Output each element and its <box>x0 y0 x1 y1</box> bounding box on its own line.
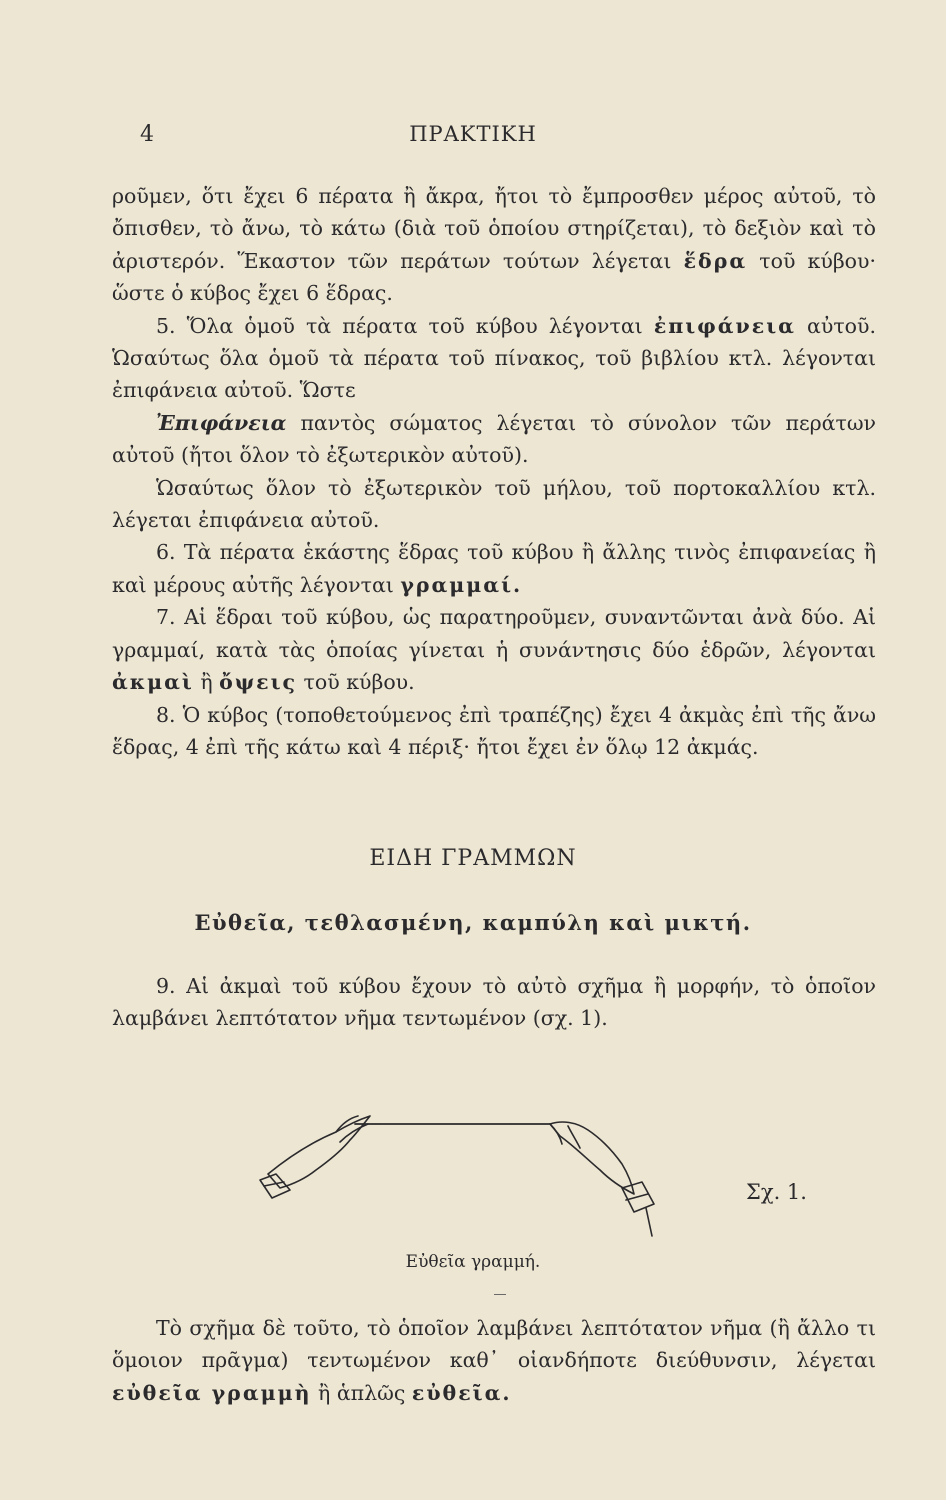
body-text-bottom <box>112 1312 876 1409</box>
paragraph-9: 9. Αἱ ἀκμαὶ τοῦ κύβου ἔχουν τὸ αὐτὸ σχῆμα ἢ μορφήν, τὸ ὁποῖον λαμβάνει λεπτότατον νῆμα τεντωμένον (σχ. 1). <box>112 974 876 1031</box>
page-header <box>0 118 946 154</box>
paragraph-6: 6. Τὰ πέρατα ἑκάστης ἕδρας τοῦ κύβου ἢ ἄλλης τινὸς ἐπιφανείας ἢ καὶ μέρους αὐτῆς λέγονται γραμμαί. <box>112 540 876 597</box>
figure-label: Σχ. 1. <box>746 1180 807 1204</box>
term-edra: ἕδρα <box>683 248 748 273</box>
figure-hands-holding-thread <box>250 1090 670 1250</box>
paragraph-8: 8. Ὁ κύβος (τοποθετούμενος ἐπὶ τραπέζης) ἔχει 4 ἀκμὰς ἐπὶ τῆς ἄνω ἕδρας, 4 ἐπὶ τῆς κάτω καὶ 4 πέριξ· ἤτοι ἔχει ἐν ὅλῳ 12 ἀκμάς. <box>112 702 876 759</box>
term-opseis: ὄψεις <box>219 670 298 695</box>
term-eutheia-grammi: εὐθεῖα γραμμὴ <box>112 1380 312 1405</box>
paragraph-example: Ὡσαύτως ὅλον τὸ ἐξωτερικὸν τοῦ μήλου, τοῦ πορτοκαλλίου κτλ. λέγεται ἐπιφάνεια αὐτοῦ. <box>112 475 876 533</box>
body-text-middle <box>112 970 876 1035</box>
page-number: 4 <box>140 122 154 147</box>
paragraph-definition-line: Τὸ σχῆμα δὲ τοῦτο, τὸ ὁποῖον λαμβάνει λεπτότατον νῆμα (ἢ ἄλλο τι ὅμοιον πρᾶγμα) τεντωμένον καθ᾽ οἱανδήποτε διεύθυνσιν, λέγεται εὐθεῖα γραμμὴ ἢ ἁπλῶς εὐθεῖα. <box>112 1316 876 1405</box>
section-subheading: Εὐθεῖα, τεθλασμένη, καμπύλη καὶ μικτή. <box>194 910 752 935</box>
term-epifaneia: ἐπιφάνεια <box>653 313 796 338</box>
left-hand <box>268 1116 370 1188</box>
figure-caption: Εὐθεῖα γραμμή. <box>405 1252 541 1272</box>
definition-epifaneia: Ἐπιφάνεια παντὸς σώματος λέγεται τὸ σύνολον τῶν περάτων αὐτοῦ (ἤτοι ὅλον τὸ ἐξωτερικὸν αὐτοῦ). <box>112 410 876 468</box>
term-akmai: ἀκμαὶ <box>112 670 194 695</box>
paragraph-continued: ροῦμεν, ὅτι ἔχει 6 πέρατα ἢ ἄκρα, ἤτοι τὸ ἔμπροσθεν μέρος αὐτοῦ, τὸ ὄπισθεν, τὸ ἄνω, τὸ κάτω (διὰ τοῦ ὁποίου στηρίζεται), τὸ δεξιὸν καὶ τὸ ἀριστερόν. Ἕκαστον τῶν περάτων τούτων λέγεται ἕδρα τοῦ κύβου· ὥστε ὁ κύβος ἔχει 6 ἕδρας. <box>112 184 876 306</box>
running-title: ΠΡΑΚΤΙΚΗ <box>409 122 537 146</box>
paragraph-5: 5. Ὅλα ὁμοῦ τὰ πέρατα τοῦ κύβου λέγονται ἐπιφάνεια αὐτοῦ. Ὡσαύτως ὅλα ὁμοῦ τὰ πέρατα τοῦ πίνακος, τοῦ βιβλίου κτλ. λέγονται ἐπιφάνεια αὐτοῦ. Ὥστε <box>112 313 876 403</box>
term-grammai: γραμμαί. <box>400 572 523 597</box>
paragraph-7: 7. Αἱ ἕδραι τοῦ κύβου, ὡς παρατηροῦμεν, συναντῶνται ἀνὰ δύο. Αἱ γραμμαί, κατὰ τὰς ὁποίας γίνεται ἡ συνάντησις δύο ἑδρῶν, λέγονται ἀκμαὶ ἢ ὄψεις τοῦ κύβου. <box>112 605 876 695</box>
body-text-top <box>112 180 876 763</box>
caption-rule <box>494 1294 506 1295</box>
term-eutheia: εὐθεῖα. <box>411 1380 512 1405</box>
right-hand <box>550 1122 634 1194</box>
section-heading: ΕΙΔΗ ΓΡΑΜΜΩΝ <box>369 846 577 871</box>
term-epifaneia-italic: Ἐπιφάνεια <box>156 410 287 435</box>
